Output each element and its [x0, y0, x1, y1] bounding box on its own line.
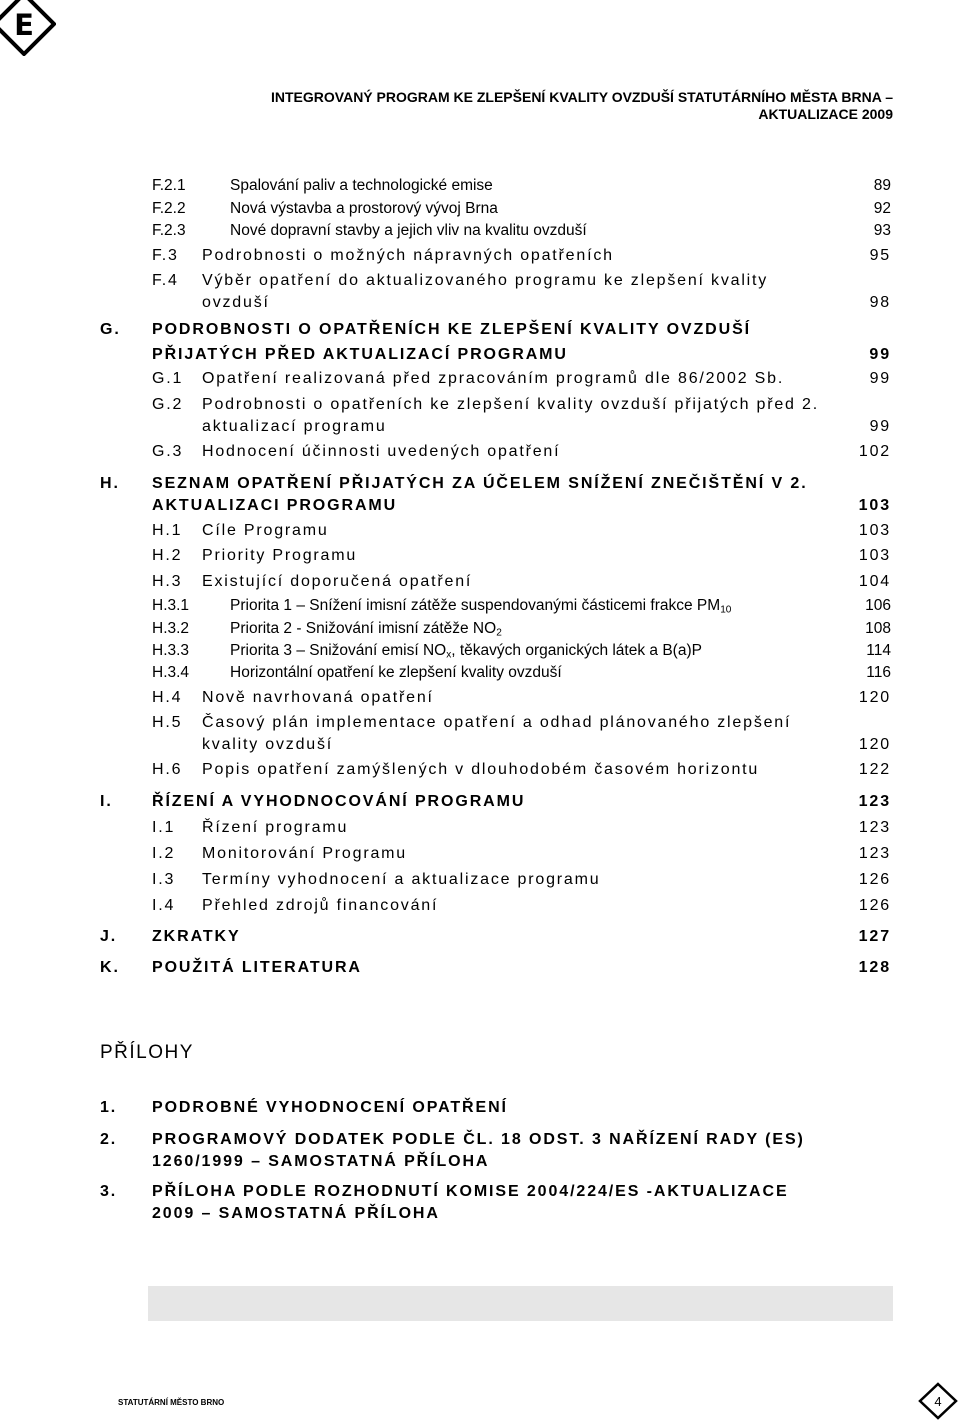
- toc-entry-title-line: Monitorování Programu: [202, 845, 407, 862]
- toc-entry-g-2: [0, 394, 960, 438]
- toc-section-page: 127: [858, 928, 891, 945]
- toc-entry-page: 93: [873, 222, 891, 239]
- toc-entry-f-2-3: [0, 221, 960, 241]
- toc-entry-title-text: Priorita 1 – Snížení imisní zátěže suspendovanými částicemi frakce PM: [230, 597, 721, 614]
- toc-entry-title-line: Podrobnosti o opatřeních ke zlepšení kvality ovzduší přijatých před 2.: [202, 396, 819, 413]
- toc-section-title: [152, 791, 960, 813]
- toc-entry-h-3: [0, 571, 960, 593]
- appendix-item-title: [152, 1097, 960, 1119]
- appendix-item-number: 3.: [100, 1183, 118, 1200]
- toc-entry-title-line: Existující doporučená opatření: [202, 573, 473, 590]
- toc-entry-h-4: [0, 687, 960, 709]
- toc-entry-number: H.3.4: [152, 664, 190, 681]
- toc-entry-page: 122: [858, 761, 891, 778]
- toc-entry-title-line: ovzduší: [202, 294, 270, 311]
- toc-entry-title: [230, 619, 960, 639]
- toc-entry-title-line: Podrobnosti o možných nápravných opatřeních: [202, 247, 614, 264]
- appendix-item-title-line: 1260/1999 – SAMOSTATNÁ PŘÍLOHA: [152, 1153, 490, 1170]
- toc-entry-number: I.3: [152, 871, 176, 888]
- appendix-item-number: 1.: [100, 1099, 118, 1116]
- appendix-item-title: [152, 1129, 960, 1173]
- page-number: 4: [934, 1394, 942, 1409]
- toc-entry-title: [202, 394, 960, 438]
- toc-section-page: 123: [858, 793, 891, 810]
- toc-section-page: 99: [869, 346, 891, 363]
- toc-entry-title: [202, 441, 960, 463]
- toc-entry-h-3-3: [0, 641, 960, 661]
- appendix-heading: PŘÍLOHY: [100, 1042, 194, 1063]
- page-number-diamond-icon: [918, 1382, 958, 1420]
- toc-entry-title: [202, 895, 960, 917]
- toc-entry-title: [202, 712, 960, 756]
- appendix-item-2: [0, 1129, 960, 1173]
- toc-entry-page: 98: [869, 294, 891, 311]
- toc-entry-number: F.2.1: [152, 177, 186, 194]
- toc-section-h: [0, 473, 960, 517]
- toc-entry-title: [202, 270, 960, 314]
- toc-entry-h-3-4: [0, 663, 960, 683]
- footer-publisher: STATUTÁRNÍ MĚSTO BRNO: [118, 1398, 225, 1407]
- toc-entry-number: G.1: [152, 370, 184, 387]
- toc-entry-title: [202, 545, 960, 567]
- toc-entry-title: [202, 245, 960, 267]
- toc-entry-page: 116: [866, 664, 891, 681]
- toc-entry-title: [230, 221, 960, 241]
- toc-entry-title: [230, 663, 960, 683]
- toc-entry-title-line: Horizontální opatření ke zlepšení kvality ovzduší: [230, 664, 562, 681]
- toc-entry-page: 99: [869, 418, 891, 435]
- toc-entry-title: [202, 368, 960, 390]
- toc-entry-title-line: Cíle Programu: [202, 522, 329, 539]
- toc-entry-title-line: AKTUALIZACI PROGRAMU: [152, 497, 398, 514]
- toc-entry-title-line: POUŽITÁ LITERATURA: [152, 959, 362, 976]
- toc-section-k: [0, 957, 960, 979]
- appendix-item-title-line: PŘÍLOHA PODLE ROZHODNUTÍ KOMISE 2004/224/ES -AKTUALIZACE: [152, 1183, 789, 1200]
- toc-section-page: 103: [858, 497, 891, 514]
- toc-entry-title-text: Priorita 3 – Snižování emisí NO: [230, 642, 447, 659]
- toc-entry-number: F.4: [152, 272, 179, 289]
- logo-diamond-icon: [0, 0, 56, 56]
- toc-entry-h-1: [0, 520, 960, 542]
- toc-entry-i-2: [0, 843, 960, 865]
- toc-entry-title-line: aktualizací programu: [202, 418, 387, 435]
- toc-entry-title-line: ZKRATKY: [152, 928, 241, 945]
- appendix-item-title-line: PROGRAMOVÝ DODATEK PODLE ČL. 18 ODST. 3 NAŘÍZENÍ RADY (ES): [152, 1131, 805, 1148]
- toc-entry-title-line: Termíny vyhodnocení a aktualizace programu: [202, 871, 601, 888]
- appendix-item-title-line: PODROBNÉ VYHODNOCENÍ OPATŘENÍ: [152, 1099, 508, 1116]
- toc-entry-title-line: Řízení programu: [202, 819, 349, 836]
- toc-section-letter: H.: [100, 475, 120, 492]
- toc-entry-i-4: [0, 895, 960, 917]
- toc-section-title: [152, 957, 960, 979]
- toc-entry-title-line: [230, 619, 960, 639]
- appendix-item-3: [0, 1181, 960, 1225]
- toc-entry-title: [202, 869, 960, 891]
- toc-entry-title-line: Spalování paliv a technologické emise: [230, 177, 493, 194]
- toc-entry-title-line: Popis opatření zamýšlených v dlouhodobém časovém horizontu: [202, 761, 760, 778]
- toc-entry-title-line: PODROBNOSTI O OPATŘENÍCH KE ZLEPŠENÍ KVALITY OVZDUŠÍ: [152, 321, 751, 338]
- toc-section-letter: I.: [100, 793, 113, 810]
- toc-entry-title-line: PŘIJATÝCH PŘED AKTUALIZACÍ PROGRAMU: [152, 346, 568, 363]
- toc-section-title: [152, 926, 960, 948]
- toc-section-i: [0, 791, 960, 813]
- header-line-1: INTEGROVANÝ PROGRAM KE ZLEPŠENÍ KVALITY OVZDUŠÍ STATUTÁRNÍHO MĚSTA BRNA –: [271, 89, 893, 105]
- appendix-item-title: [152, 1181, 960, 1225]
- toc-entry-h-3-2: [0, 619, 960, 639]
- toc-entry-page: 123: [858, 845, 891, 862]
- toc-entry-title-text: , těkavých organických látek a B(a)P: [451, 642, 702, 659]
- toc-entry-title-line: [230, 596, 960, 616]
- toc-entry-title: [202, 843, 960, 865]
- logo-letter: E: [14, 8, 34, 42]
- toc-entry-h-5: [0, 712, 960, 756]
- toc-entry-page: 123: [858, 819, 891, 836]
- toc-section-page: 128: [858, 959, 891, 976]
- toc-section-title: [152, 473, 960, 517]
- subscript: x: [446, 649, 452, 661]
- toc-entry-title-line: Časový plán implementace opatření a odhad plánovaného zlepšení: [202, 714, 792, 731]
- toc-entry-title: [230, 641, 960, 661]
- toc-entry-page: 104: [858, 573, 891, 590]
- toc-entry-number: F.3: [152, 247, 179, 264]
- toc-entry-title: [202, 759, 960, 781]
- toc-entry-number: H.3.3: [152, 642, 190, 659]
- toc-entry-title: [230, 176, 960, 196]
- toc-entry-page: 103: [858, 547, 891, 564]
- toc-entry-title-line: Nově navrhovaná opatření: [202, 689, 434, 706]
- toc-section-g: [0, 317, 960, 367]
- toc-entry-page: 92: [873, 200, 891, 217]
- toc-entry-title: [230, 596, 960, 616]
- toc-entry-f-4: [0, 270, 960, 314]
- toc-entry-title: [202, 571, 960, 593]
- toc-entry-title-line: Nová výstavba a prostorový vývoj Brna: [230, 200, 498, 217]
- toc-entry-number: F.2.3: [152, 222, 186, 239]
- toc-entry-title-line: Přehled zdrojů financování: [202, 897, 439, 914]
- subscript: 2: [496, 627, 502, 639]
- toc-section-letter: J.: [100, 928, 118, 945]
- toc-entry-f-2-1: [0, 176, 960, 196]
- toc-section-title: [152, 317, 960, 367]
- toc-entry-page: 99: [869, 370, 891, 387]
- toc-entry-number: G.3: [152, 443, 184, 460]
- toc-entry-h-6: [0, 759, 960, 781]
- toc-entry-i-1: [0, 817, 960, 839]
- toc-entry-title: [230, 199, 960, 219]
- gray-divider-bar: [148, 1286, 893, 1321]
- toc-entry-number: I.1: [152, 819, 176, 836]
- toc-entry-number: I.2: [152, 845, 176, 862]
- toc-entry-number: G.2: [152, 396, 184, 413]
- toc-entry-title: [202, 687, 960, 709]
- toc-entry-number: H.5: [152, 714, 183, 731]
- toc-entry-title-line: Hodnocení účinnosti uvedených opatření: [202, 443, 561, 460]
- toc-entry-title-line: kvality ovzduší: [202, 736, 334, 753]
- toc-entry-page: 89: [873, 177, 891, 194]
- toc-entry-f-3: [0, 245, 960, 267]
- toc-entry-page: 103: [858, 522, 891, 539]
- toc-section-j: [0, 926, 960, 948]
- appendix-item-1: [0, 1097, 960, 1119]
- subscript: 10: [720, 604, 732, 616]
- toc-entry-number: I.4: [152, 897, 176, 914]
- toc-entry-number: F.2.2: [152, 200, 186, 217]
- toc-entry-page: 106: [865, 597, 891, 614]
- toc-entry-g-3: [0, 441, 960, 463]
- toc-entry-title-line: Výběr opatření do aktualizovaného programu ke zlepšení kvality: [202, 272, 769, 289]
- toc-entry-number: H.3.2: [152, 620, 190, 637]
- toc-entry-title-line: [230, 641, 960, 661]
- toc-entry-number: H.2: [152, 547, 183, 564]
- appendix-item-title-line: 2009 – SAMOSTATNÁ PŘÍLOHA: [152, 1205, 440, 1222]
- toc-entry-f-2-2: [0, 199, 960, 219]
- toc-entry-page: 120: [858, 736, 891, 753]
- toc-entry-page: 120: [858, 689, 891, 706]
- running-header: [271, 89, 893, 123]
- toc-entry-title-line: Nové dopravní stavby a jejich vliv na kvalitu ovzduší: [230, 222, 587, 239]
- toc-entry-title-text: Priorita 2 - Snižování imisní zátěže NO: [230, 620, 497, 637]
- toc-entry-page: 95: [869, 247, 891, 264]
- toc-entry-g-1: [0, 368, 960, 390]
- toc-entry-title-line: Priority Programu: [202, 547, 358, 564]
- toc-entry-page: 102: [858, 443, 891, 460]
- toc-entry-number: H.6: [152, 761, 183, 778]
- appendix-item-number: 2.: [100, 1131, 118, 1148]
- toc-section-letter: K.: [100, 959, 120, 976]
- toc-entry-title-line: SEZNAM OPATŘENÍ PŘIJATÝCH ZA ÚČELEM SNÍŽENÍ ZNEČIŠTĚNÍ V 2.: [152, 475, 808, 492]
- toc-entry-page: 126: [858, 897, 891, 914]
- toc-entry-number: H.1: [152, 522, 183, 539]
- toc-entry-number: H.3: [152, 573, 183, 590]
- toc-entry-h-3-1: [0, 596, 960, 616]
- toc-entry-page: 108: [865, 620, 891, 637]
- toc-entry-title: [202, 817, 960, 839]
- toc-entry-number: H.3.1: [152, 597, 190, 614]
- header-line-2: AKTUALIZACE 2009: [758, 106, 893, 122]
- toc-entry-page: 126: [858, 871, 891, 888]
- toc-entry-title-line: ŘÍZENÍ A VYHODNOCOVÁNÍ PROGRAMU: [152, 793, 526, 810]
- toc-entry-h-2: [0, 545, 960, 567]
- toc-section-letter: G.: [100, 321, 121, 338]
- toc-entry-number: H.4: [152, 689, 183, 706]
- toc-entry-i-3: [0, 869, 960, 891]
- toc-entry-title: [202, 520, 960, 542]
- toc-entry-page: 114: [866, 642, 891, 659]
- toc-entry-title-line: Opatření realizovaná před zpracováním programů dle 86/2002 Sb.: [202, 370, 785, 387]
